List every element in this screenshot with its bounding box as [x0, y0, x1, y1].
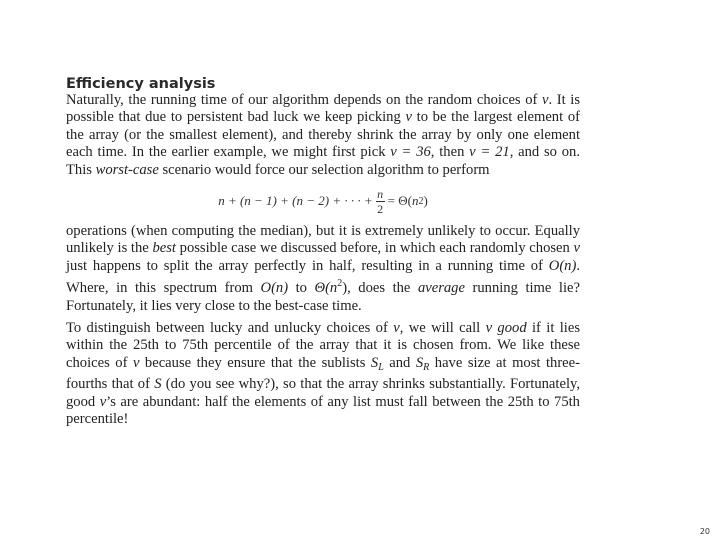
paragraph-1: Naturally, the running time of our algorithm depends on the random choices of v. It is possible that due to persistent bad luck we keep picking v to be the largest element of the array (or the smallest element), and thereby shrink the array by only one element each time. In the earlier example, we might first pick v = 36, then v = 21, and so on. This worst-case scenario would force our selection algorithm to perform [66, 92, 581, 178]
paragraph-2: operations (when computing the median), but it is extremely unlikely to occur. Equally unlikely is the best possible case we discussed before, in which each randomly chosen v just happens to split the array perfectly in half, resulting in a running time of O(n). Where, in this spectrum from O(n) to $\Theta(n^2)$, does the average running time lie? Fortunately, it lies very close to the best-case time. [66, 223, 580, 314]
fraction: $\frac{n}{2}$ [377, 186, 384, 216]
paragraph-3: To distinguish between lucky and unlucky choices of v, we will call v good if it lies within the 25th to 75th percentile of the array that it is chosen from. We like these choices of v because they ensure that the sublists $S_L$ and $S_R$ have size at most three-fourths that of S (do you see why?), so that the array shrinks substantially. Fortunately, good v’s are abundant: half the elements of any list must fall between the 25th to 75th percentile! [66, 320, 580, 428]
page-number: 20 [699, 527, 710, 536]
display-equation: n + (n − 1) + (n − 2) + · · · + $\frac{n}{2}$ = Θ( n 2 ) [218, 186, 428, 216]
section-heading: Efficiency analysis [66, 76, 216, 92]
text-block [66, 76, 580, 429]
